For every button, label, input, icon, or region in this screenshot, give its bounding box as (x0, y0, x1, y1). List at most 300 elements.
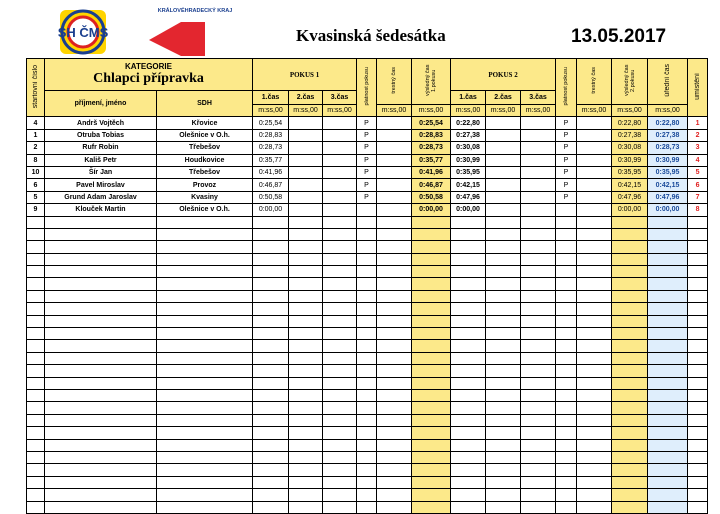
cell-empty (357, 303, 377, 315)
cell-empty (486, 464, 521, 476)
cell-empty (377, 154, 412, 166)
cell-empty (157, 501, 253, 513)
cell-empty (27, 340, 45, 352)
cell-empty (377, 352, 412, 364)
cell-empty (357, 328, 377, 340)
cell-empty (377, 278, 412, 290)
cell-empty (27, 352, 45, 364)
unit-cell: m:ss,00 (377, 105, 412, 117)
rank-header: umístění (688, 59, 708, 117)
cell-empty (521, 451, 556, 463)
cell-empty (253, 278, 289, 290)
cell-empty (648, 290, 688, 302)
cell-empty (157, 414, 253, 426)
cell-off: 0:28,73 (648, 142, 688, 154)
cell-empty (521, 489, 556, 501)
cell-empty (289, 191, 323, 203)
cell-p2c1: 0:22,80 (451, 117, 486, 129)
cell-empty (357, 501, 377, 513)
table-row (27, 253, 708, 265)
cell-empty (556, 365, 577, 377)
cell-empty (289, 389, 323, 401)
cell-empty (377, 389, 412, 401)
cell-empty (377, 117, 412, 129)
vysledny1-header: výsledný čas 1.pokusu (412, 59, 451, 105)
cell-sdh: Kvasiny (157, 191, 253, 203)
cell-empty (451, 402, 486, 414)
cell-pl2: P (556, 166, 577, 178)
cell-empty (45, 439, 157, 451)
cell-no: 8 (27, 154, 45, 166)
cell-empty (612, 266, 648, 278)
cell-empty (412, 340, 451, 352)
cell-empty (486, 179, 521, 191)
cell-empty (289, 204, 323, 216)
cell-empty (451, 241, 486, 253)
cell-empty (157, 315, 253, 327)
cell-empty (521, 154, 556, 166)
cell-empty (253, 414, 289, 426)
cell-empty (323, 241, 357, 253)
cell-empty (556, 266, 577, 278)
cell-empty (45, 489, 157, 501)
cell-empty (253, 352, 289, 364)
cell-empty (357, 439, 377, 451)
cell-empty (612, 290, 648, 302)
cell-empty (577, 166, 612, 178)
cell-empty (521, 117, 556, 129)
cell-empty (45, 303, 157, 315)
cell-empty (486, 328, 521, 340)
cell-empty (556, 253, 577, 265)
cell-empty (486, 204, 521, 216)
cell-empty (323, 179, 357, 191)
cell-pl2: P (556, 191, 577, 203)
cell-empty (253, 266, 289, 278)
cell-empty (648, 315, 688, 327)
cell-empty (612, 377, 648, 389)
cell-no: 5 (27, 191, 45, 203)
cell-empty (377, 241, 412, 253)
cell-empty (27, 464, 45, 476)
cell-empty (45, 290, 157, 302)
cell-empty (556, 464, 577, 476)
cell-empty (577, 389, 612, 401)
cell-no: 4 (27, 117, 45, 129)
cell-empty (323, 439, 357, 451)
trestny1-header: trestný čas (377, 59, 412, 105)
cell-empty (289, 439, 323, 451)
cell-empty (45, 377, 157, 389)
cell-empty (577, 328, 612, 340)
cell-empty (289, 142, 323, 154)
cell-empty (289, 427, 323, 439)
cell-empty (688, 365, 708, 377)
cell-empty (253, 315, 289, 327)
cell-empty (451, 216, 486, 228)
cell-empty (556, 476, 577, 488)
page-title: Kvasinská šedesátka (296, 26, 446, 45)
cell-empty (612, 303, 648, 315)
cell-name: Kališ Petr (45, 154, 157, 166)
cell-pl2 (556, 204, 577, 216)
cell-empty (45, 451, 157, 463)
cell-empty (648, 352, 688, 364)
cell-empty (253, 427, 289, 439)
cell-empty (289, 489, 323, 501)
cell-empty (648, 489, 688, 501)
cell-empty (451, 451, 486, 463)
cell-pl2: P (556, 117, 577, 129)
cell-empty (688, 216, 708, 228)
cell-empty (157, 377, 253, 389)
cell-empty (357, 266, 377, 278)
cell-empty (357, 278, 377, 290)
table-row (27, 154, 708, 166)
cell-empty (377, 204, 412, 216)
cell-empty (521, 365, 556, 377)
table-row (27, 204, 708, 216)
cell-empty (521, 191, 556, 203)
cell-empty (412, 377, 451, 389)
cell-empty (412, 365, 451, 377)
cell-empty (157, 451, 253, 463)
unit-cell: m:ss,00 (253, 105, 289, 117)
cell-empty (521, 179, 556, 191)
cell-empty (357, 489, 377, 501)
cell-empty (688, 414, 708, 426)
cell-empty (688, 266, 708, 278)
cell-empty (45, 278, 157, 290)
cell-empty (577, 290, 612, 302)
cell-empty (45, 476, 157, 488)
cell-empty (486, 142, 521, 154)
cell-empty (323, 402, 357, 414)
p2-cas1-header: 1.čas (451, 91, 486, 105)
cell-empty (289, 216, 323, 228)
cell-empty (27, 278, 45, 290)
table-row (27, 340, 708, 352)
cell-empty (451, 278, 486, 290)
cell-rank: 6 (688, 179, 708, 191)
cell-empty (289, 303, 323, 315)
cell-empty (688, 315, 708, 327)
cell-empty (45, 402, 157, 414)
cell-empty (323, 315, 357, 327)
cell-empty (612, 216, 648, 228)
cell-empty (253, 501, 289, 513)
platnost2-header: platnost pokusu (556, 59, 577, 117)
cell-empty (612, 278, 648, 290)
cell-empty (377, 340, 412, 352)
cell-empty (688, 402, 708, 414)
cell-empty (451, 352, 486, 364)
cell-empty (451, 266, 486, 278)
cell-v1: 0:41,96 (412, 166, 451, 178)
cell-name: Pavel Miroslav (45, 179, 157, 191)
cell-empty (377, 290, 412, 302)
cell-empty (486, 451, 521, 463)
cell-empty (577, 303, 612, 315)
table-row (27, 241, 708, 253)
cell-empty (556, 389, 577, 401)
cell-empty (253, 290, 289, 302)
cell-empty (357, 402, 377, 414)
cell-v2: 0:30,99 (612, 154, 648, 166)
cell-empty (157, 228, 253, 240)
table-row (27, 216, 708, 228)
cell-empty (577, 439, 612, 451)
cell-empty (323, 414, 357, 426)
cell-off: 0:22,80 (648, 117, 688, 129)
cell-pl2: P (556, 142, 577, 154)
table-row (27, 129, 708, 141)
cell-v2: 0:30,08 (612, 142, 648, 154)
cell-empty (289, 476, 323, 488)
cell-empty (157, 427, 253, 439)
table-row (27, 489, 708, 501)
cell-rank: 8 (688, 204, 708, 216)
cell-empty (577, 414, 612, 426)
cell-empty (612, 414, 648, 426)
cell-empty (157, 303, 253, 315)
cell-p2c1: 0:47,96 (451, 191, 486, 203)
cell-empty (521, 340, 556, 352)
cell-empty (521, 402, 556, 414)
cell-rank: 3 (688, 142, 708, 154)
cell-empty (323, 228, 357, 240)
sdh-header: SDH (157, 91, 253, 117)
cell-empty (412, 290, 451, 302)
cell-empty (556, 290, 577, 302)
cell-empty (521, 228, 556, 240)
cell-empty (486, 290, 521, 302)
table-row (27, 191, 708, 203)
cell-empty (357, 340, 377, 352)
cell-empty (157, 402, 253, 414)
cell-empty (577, 241, 612, 253)
cell-empty (486, 129, 521, 141)
cell-empty (289, 352, 323, 364)
cell-empty (412, 241, 451, 253)
cell-rank: 4 (688, 154, 708, 166)
cell-off: 0:35,95 (648, 166, 688, 178)
cell-empty (556, 377, 577, 389)
cell-empty (577, 352, 612, 364)
cell-empty (451, 315, 486, 327)
cell-empty (577, 204, 612, 216)
cell-v2: 0:22,80 (612, 117, 648, 129)
cell-empty (412, 414, 451, 426)
cell-p2c1: 0:30,08 (451, 142, 486, 154)
cell-empty (377, 439, 412, 451)
cell-empty (45, 464, 157, 476)
cell-empty (323, 427, 357, 439)
cell-empty (521, 315, 556, 327)
cell-empty (412, 352, 451, 364)
cell-empty (412, 451, 451, 463)
cell-empty (577, 451, 612, 463)
cell-empty (377, 328, 412, 340)
cell-p2c1: 0:42,15 (451, 179, 486, 191)
cell-p1c1: 0:35,77 (253, 154, 289, 166)
cell-empty (556, 340, 577, 352)
cell-v1: 0:00,00 (412, 204, 451, 216)
cell-no: 9 (27, 204, 45, 216)
cell-empty (556, 402, 577, 414)
cell-rank: 7 (688, 191, 708, 203)
cell-empty (157, 328, 253, 340)
cell-empty (412, 228, 451, 240)
cell-empty (521, 352, 556, 364)
cell-empty (521, 389, 556, 401)
cell-empty (412, 303, 451, 315)
cell-empty (289, 266, 323, 278)
cell-empty (377, 266, 412, 278)
cell-empty (27, 501, 45, 513)
cell-empty (157, 439, 253, 451)
cell-empty (648, 266, 688, 278)
cell-empty (323, 303, 357, 315)
cell-empty (648, 303, 688, 315)
cell-empty (45, 501, 157, 513)
cell-empty (521, 303, 556, 315)
cell-empty (451, 439, 486, 451)
results-body (27, 117, 708, 514)
cell-empty (253, 476, 289, 488)
table-row (27, 142, 708, 154)
table-row (27, 352, 708, 364)
cell-p1c1: 0:00,00 (253, 204, 289, 216)
cell-empty (486, 154, 521, 166)
cell-empty (648, 377, 688, 389)
cell-empty (27, 328, 45, 340)
cell-empty (648, 340, 688, 352)
cell-empty (289, 365, 323, 377)
cell-empty (577, 191, 612, 203)
cell-empty (486, 389, 521, 401)
cell-empty (556, 328, 577, 340)
pokus1-header: POKUS 1 (253, 59, 357, 91)
cell-empty (412, 315, 451, 327)
cell-empty (451, 377, 486, 389)
cell-sdh: Třebešov (157, 142, 253, 154)
cell-empty (27, 303, 45, 315)
cell-empty (648, 501, 688, 513)
cell-empty (45, 253, 157, 265)
cell-empty (289, 328, 323, 340)
cell-empty (357, 476, 377, 488)
cell-empty (486, 365, 521, 377)
cell-empty (412, 253, 451, 265)
trestny2-header: trestný čas (577, 59, 612, 105)
cell-empty (323, 154, 357, 166)
kraj-logo (141, 8, 249, 58)
cell-empty (289, 228, 323, 240)
cell-empty (377, 451, 412, 463)
table-row (27, 365, 708, 377)
cell-empty (688, 228, 708, 240)
cell-name: Grund Adam Jaroslav (45, 191, 157, 203)
cell-empty (157, 216, 253, 228)
cell-empty (377, 166, 412, 178)
cell-empty (486, 315, 521, 327)
cell-empty (577, 315, 612, 327)
unit-cell: m:ss,00 (323, 105, 357, 117)
table-row (27, 439, 708, 451)
cell-empty (556, 439, 577, 451)
cell-empty (556, 489, 577, 501)
cell-empty (377, 365, 412, 377)
p1-cas1-header: 1.čas (253, 91, 289, 105)
cell-p2c1: 0:35,95 (451, 166, 486, 178)
cell-empty (377, 179, 412, 191)
cell-empty (323, 328, 357, 340)
cell-empty (323, 204, 357, 216)
cell-empty (157, 365, 253, 377)
cell-empty (688, 439, 708, 451)
cell-name: Andrš Vojtěch (45, 117, 157, 129)
cell-empty (577, 142, 612, 154)
cell-v2: 0:42,15 (612, 179, 648, 191)
cell-empty (412, 501, 451, 513)
table-row (27, 328, 708, 340)
kraj-arrow-icon (141, 8, 249, 58)
cell-empty (451, 303, 486, 315)
cell-empty (289, 117, 323, 129)
cell-empty (688, 278, 708, 290)
cell-sdh: Třebešov (157, 166, 253, 178)
cell-empty (412, 402, 451, 414)
cell-empty (253, 377, 289, 389)
cell-empty (289, 129, 323, 141)
cell-empty (323, 278, 357, 290)
cell-empty (27, 451, 45, 463)
cell-empty (289, 179, 323, 191)
cell-empty (27, 377, 45, 389)
cell-empty (688, 290, 708, 302)
cell-empty (289, 315, 323, 327)
cell-empty (157, 389, 253, 401)
cell-empty (377, 253, 412, 265)
cell-empty (157, 476, 253, 488)
cell-empty (612, 476, 648, 488)
cell-empty (521, 414, 556, 426)
cell-empty (323, 501, 357, 513)
table-row (27, 266, 708, 278)
cell-empty (577, 129, 612, 141)
cell-empty (648, 414, 688, 426)
cell-pl1: P (357, 191, 377, 203)
cell-empty (357, 216, 377, 228)
cell-empty (612, 427, 648, 439)
cell-empty (577, 179, 612, 191)
cell-empty (357, 290, 377, 302)
cell-empty (556, 501, 577, 513)
cell-empty (45, 241, 157, 253)
cell-empty (323, 489, 357, 501)
cell-empty (486, 414, 521, 426)
cell-empty (357, 451, 377, 463)
cell-empty (289, 377, 323, 389)
cell-empty (357, 389, 377, 401)
official-header: úřední čas (648, 59, 688, 105)
cell-v1: 0:46,87 (412, 179, 451, 191)
cell-empty (45, 427, 157, 439)
table-row (27, 389, 708, 401)
cell-v1: 0:28,73 (412, 142, 451, 154)
cell-empty (521, 290, 556, 302)
